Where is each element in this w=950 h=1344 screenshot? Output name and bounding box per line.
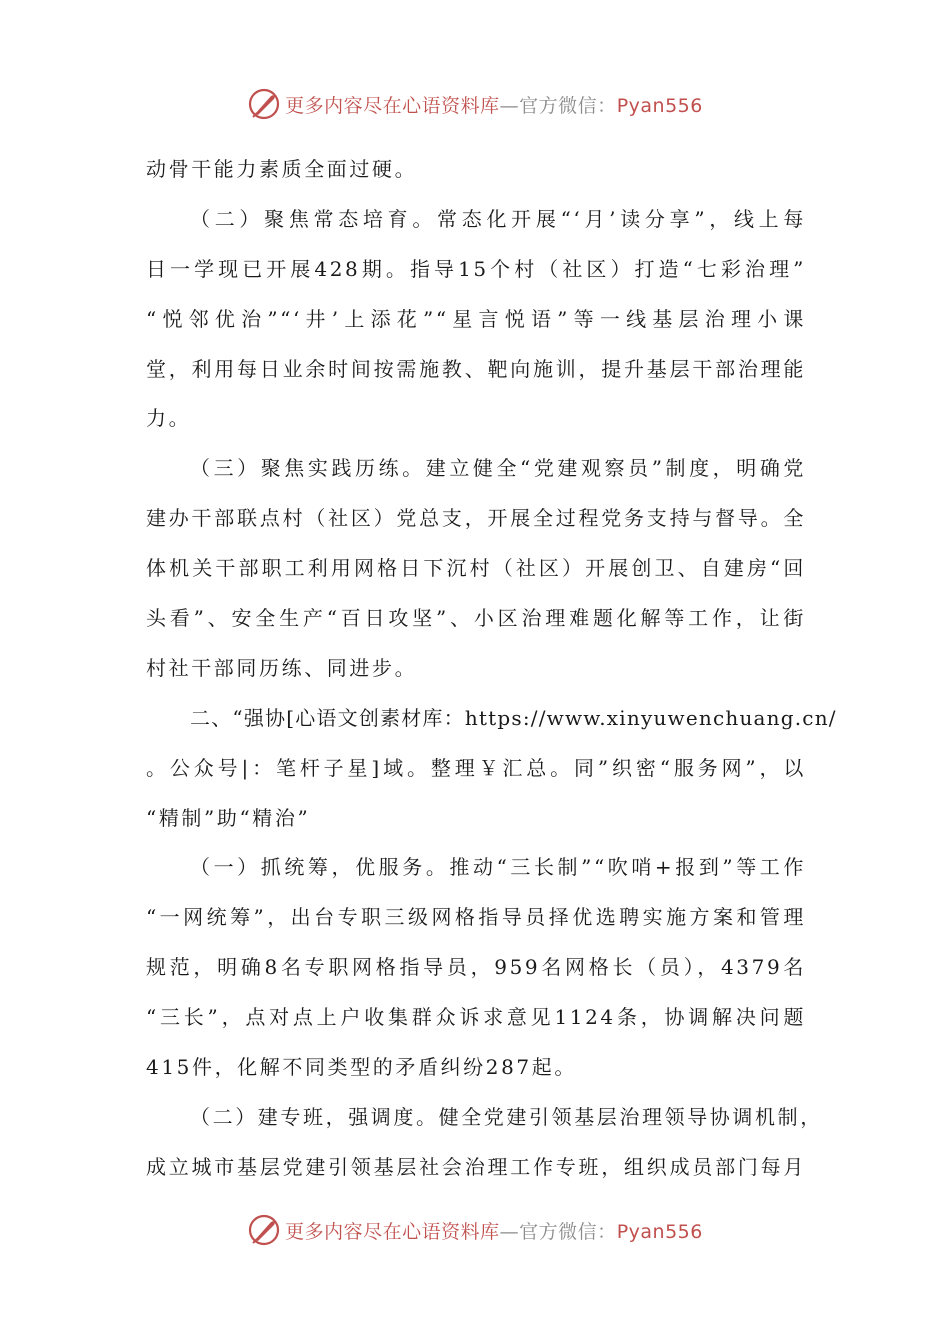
quill-logo-icon [247,1213,281,1247]
paragraph-line: （二）建专班，强调度。健全党建引领基层治理领导协调机制， [190,1104,823,1129]
paragraph-line: 日一学现已开展428期。指导15个村（社区）打造“七彩治理” [146,256,806,281]
section-heading-line: “精制”助“精治” [146,805,311,830]
paragraph-line: “三长”，点对点上户收集群众诉求意见1124条，协调解决问题 [146,1005,806,1030]
paragraph-line: 规范，明确8名专职网格指导员，959名网格长（员），4379名 [146,955,806,980]
paragraph-line: 力。 [146,406,192,431]
paragraph-line: （二）聚焦常态培育。常态化开展“‘月’读分享”，线上每 [190,206,806,231]
paragraph-line: 415件，化解不同类型的矛盾纠纷287起。 [146,1055,577,1080]
footer-text: 更多内容尽在心语资料库—官方微信：Pyan556 [285,1220,703,1243]
paragraph-line: 村社干部同历练、同进步。 [146,655,418,680]
header-text: 更多内容尽在心语资料库—官方微信：Pyan556 [285,94,703,117]
paragraph-line: 建办干部联点村（社区）党总支，开展全过程党务支持与督导。全 [146,506,806,531]
paragraph-line: 堂，利用每日业余时间按需施教、靶向施训，提升基层干部治理能 [146,356,806,381]
header-banner [0,84,950,124]
section-heading-line: 。公众号|：笔杆子星]域。整理￥汇总。同”织密“服务网”，以 [146,755,806,780]
paragraph-line: 头看”、安全生产“百日攻坚”、小区治理难题化解等工作，让街 [146,606,806,631]
section-heading-line: 二、“强协[心语文创素材库：https://www.xinyuwenchuang.cn/ [190,705,837,730]
paragraph-line: “一网统筹”，出台专职三级网格指导员择优选聘实施方案和管理 [146,905,806,930]
document-body [146,145,837,1193]
paragraph-line: 动骨干能力素质全面过硬。 [146,157,418,181]
quill-logo-icon [247,87,281,121]
paragraph-line: （三）聚焦实践历练。建立健全“党建观察员”制度，明确党 [190,456,806,481]
paragraph-line: “悦邻优治”“‘井’上添花”“星言悦语”等一线基层治理小课 [146,306,806,331]
paragraph-line: （一）抓统筹，优服务。推动“三长制”“吹哨+报到”等工作 [190,855,806,880]
paragraph-line: 成立城市基层党建引领基层社会治理工作专班，组织成员部门每月 [146,1154,806,1179]
footer-banner [0,1210,950,1250]
paragraph-line: 体机关干部职工利用网格日下沉村（社区）开展创卫、自建房“回 [146,556,806,581]
